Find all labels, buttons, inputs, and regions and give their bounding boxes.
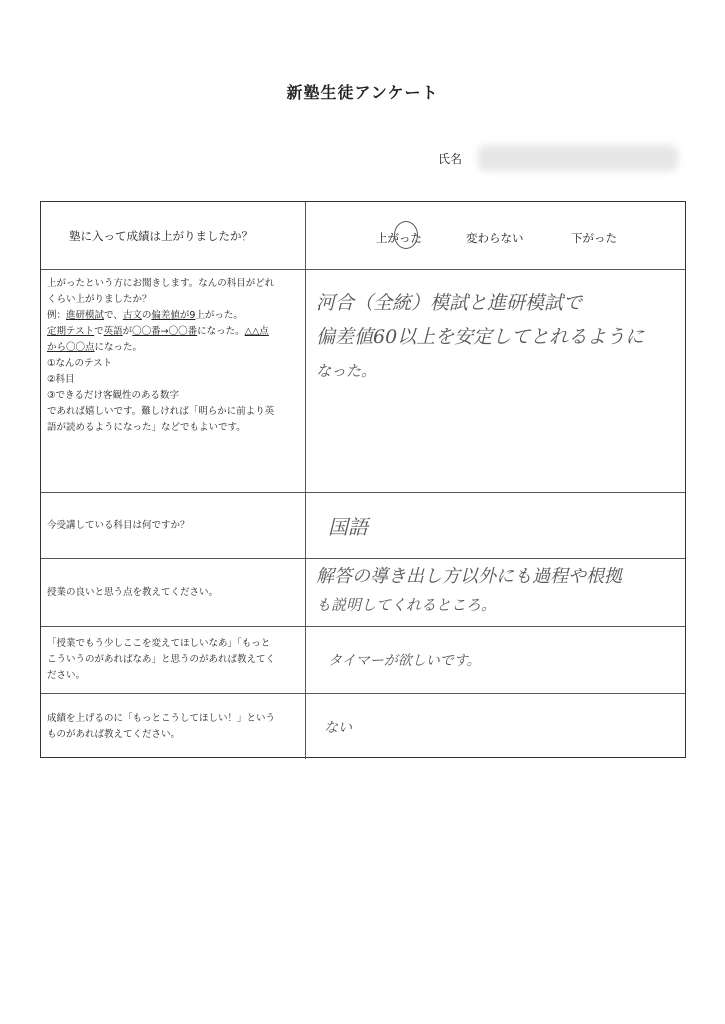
- question-cell: [41, 627, 306, 693]
- answer-cell: [306, 202, 685, 269]
- question-line: 語が読めるようになった」などでもよいです。: [47, 422, 246, 433]
- answer-line: も説明してくれるところ。: [316, 596, 497, 614]
- answer-line: 解答の導き出し方以外にも過程や根拠: [316, 566, 622, 587]
- question-line: ③できるだけ客観性のある数字: [47, 390, 180, 401]
- question-line: 上がったという方にお聞きします。なんの科目がどれ: [47, 278, 275, 289]
- question-text: 今受講している科目は何ですか？: [47, 519, 190, 531]
- handwritten-answer: [306, 627, 685, 693]
- page-title: 新塾生徒アンケート: [286, 83, 439, 102]
- question-cell: [41, 270, 306, 492]
- question-line: 定期テストで英語が〇〇番→〇〇番になった。△△点: [47, 326, 269, 337]
- question-text: 授業の良いと思う点を教えてください。: [47, 586, 219, 598]
- handwritten-answer: [306, 694, 685, 759]
- question-cell: [41, 559, 306, 626]
- answer-line: 国語: [328, 515, 368, 539]
- handwritten-answer: [306, 559, 685, 626]
- answer-line: なった。: [316, 362, 377, 380]
- handwritten-answer: [306, 270, 685, 492]
- survey-table: [40, 201, 686, 758]
- table-row: [41, 627, 685, 694]
- question-line: 成績を上げるのに「もっとこうしてほしい！」という: [47, 712, 276, 724]
- choice-same: 変わらない: [466, 231, 524, 245]
- question-line: から〇〇点になった。: [47, 342, 143, 353]
- question-line: 「授業でもう少しここを変えてほしいなあ」「もっと: [47, 638, 271, 649]
- table-row: [41, 694, 685, 759]
- table-row: [41, 559, 685, 627]
- question-line: こういうのがあればなあ」と思うのがあれば教えてく: [47, 654, 276, 665]
- question-line: ①なんのテスト: [47, 358, 113, 369]
- question-cell: [41, 694, 306, 759]
- handwritten-answer: [306, 493, 685, 558]
- choice-up: 上がった: [376, 231, 422, 245]
- question-text: 塾に入って成績は上がりましたか？: [69, 228, 253, 243]
- table-row: [41, 493, 685, 559]
- question-line: くらい上がりましたか？: [47, 294, 152, 305]
- answer-line: ない: [324, 719, 352, 736]
- question-cell: [41, 202, 306, 269]
- name-redacted: [478, 145, 678, 171]
- answer-line: タイマーが欲しいです。: [328, 653, 481, 669]
- table-row: [41, 270, 685, 493]
- question-line: ものがあれば教えてください。: [47, 728, 181, 740]
- choice-group: [306, 202, 685, 269]
- answer-line: 偏差値60以上を安定してとれるように: [316, 326, 645, 348]
- question-line: 例：進研模試で、古文の偏差値が9上がった。: [47, 310, 243, 321]
- question-line: であれば嬉しいです。難しければ「明らかに前より英: [47, 406, 275, 417]
- name-label: 氏名: [438, 152, 463, 166]
- question-line: ②科目: [47, 374, 75, 385]
- choice-down: 下がった: [571, 231, 617, 245]
- question-line: ださい。: [47, 670, 86, 681]
- table-row: [41, 202, 685, 270]
- answer-line: 河合（全統）模試と進研模試で: [316, 292, 583, 314]
- question-cell: [41, 493, 306, 558]
